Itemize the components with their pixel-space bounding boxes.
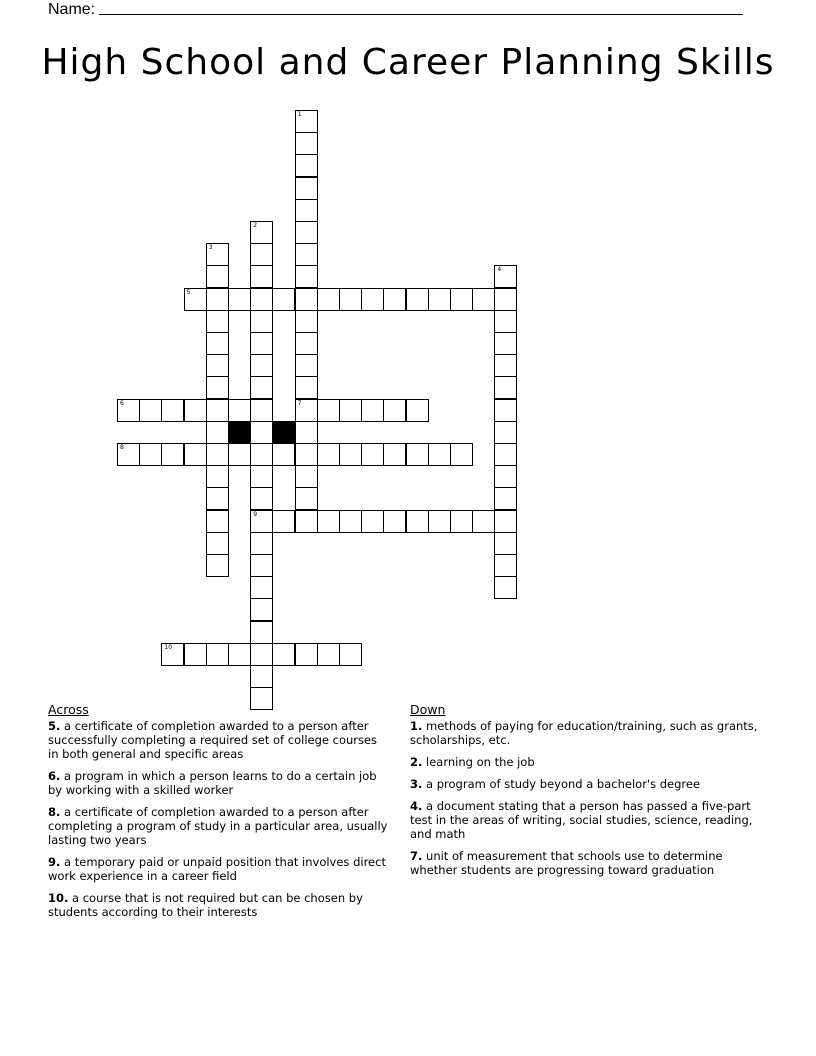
grid-cell[interactable] bbox=[472, 510, 495, 533]
clue-text: a certificate of completion awarded to a person after successfully completing a required set of college courses in both general and specific areas bbox=[48, 719, 378, 761]
grid-cell[interactable] bbox=[250, 376, 273, 399]
grid-cell[interactable] bbox=[361, 399, 384, 422]
grid-cell[interactable] bbox=[339, 399, 362, 422]
grid-cell[interactable] bbox=[206, 243, 229, 266]
clue-text: a program in which a person learns to do a certain job by working with a skilled worker bbox=[48, 769, 377, 797]
grid-cell[interactable] bbox=[250, 399, 273, 422]
grid-cell[interactable] bbox=[161, 643, 184, 666]
across-clues bbox=[48, 703, 388, 927]
grid-cell[interactable] bbox=[339, 443, 362, 466]
grid-cell[interactable] bbox=[494, 332, 517, 355]
grid-cell[interactable] bbox=[295, 465, 318, 488]
grid-cell[interactable] bbox=[206, 354, 229, 377]
grid-cell[interactable] bbox=[184, 643, 207, 666]
clue-number: 1. bbox=[410, 719, 423, 733]
grid-cell[interactable] bbox=[361, 510, 384, 533]
grid-cell[interactable] bbox=[117, 443, 140, 466]
grid-block bbox=[228, 421, 251, 444]
grid-cell[interactable] bbox=[295, 154, 318, 177]
grid-cell[interactable] bbox=[295, 199, 318, 222]
cell-number: 8 bbox=[120, 444, 124, 451]
grid-cell[interactable] bbox=[494, 399, 517, 422]
grid-cell[interactable] bbox=[295, 243, 318, 266]
grid-cell[interactable] bbox=[494, 576, 517, 599]
grid-cell[interactable] bbox=[295, 332, 318, 355]
grid-cell[interactable] bbox=[206, 421, 229, 444]
grid-cell[interactable] bbox=[406, 443, 429, 466]
clue-number: 6. bbox=[48, 769, 61, 783]
grid-cell[interactable] bbox=[272, 288, 295, 311]
clue-number: 10. bbox=[48, 891, 69, 905]
grid-cell[interactable] bbox=[383, 399, 406, 422]
grid-cell[interactable] bbox=[206, 399, 229, 422]
down-clue bbox=[410, 849, 760, 877]
grid-cell[interactable] bbox=[494, 376, 517, 399]
grid-cell[interactable] bbox=[295, 288, 318, 311]
grid-cell[interactable] bbox=[206, 643, 229, 666]
cell-number: 6 bbox=[120, 399, 124, 407]
grid-cell[interactable] bbox=[428, 288, 451, 311]
grid-cell[interactable] bbox=[295, 643, 318, 666]
grid-cell[interactable] bbox=[161, 443, 184, 466]
grid-cell[interactable] bbox=[295, 487, 318, 510]
grid-cell[interactable] bbox=[295, 221, 318, 244]
grid-cell[interactable] bbox=[406, 288, 429, 311]
grid-cell[interactable] bbox=[250, 532, 273, 555]
grid-cell[interactable] bbox=[250, 598, 273, 621]
grid-cell[interactable] bbox=[250, 554, 273, 577]
grid-cell[interactable] bbox=[295, 177, 318, 200]
grid-cell[interactable] bbox=[361, 288, 384, 311]
clue-text: a certificate of completion awarded to a person after completing a program of study in a particular area, usually lasting two years bbox=[48, 805, 388, 847]
grid-cell[interactable] bbox=[272, 443, 295, 466]
across-clue bbox=[48, 805, 388, 847]
grid-cell[interactable] bbox=[206, 310, 229, 333]
grid-cell[interactable] bbox=[250, 643, 273, 666]
down-clue bbox=[410, 799, 760, 841]
across-clue bbox=[48, 891, 388, 919]
name-label: Name: bbox=[48, 1, 96, 18]
grid-cell[interactable] bbox=[494, 288, 517, 311]
grid-cell[interactable] bbox=[272, 510, 295, 533]
grid-cell[interactable] bbox=[206, 376, 229, 399]
grid-cell[interactable] bbox=[206, 465, 229, 488]
grid-cell[interactable] bbox=[472, 288, 495, 311]
grid-cell[interactable] bbox=[161, 399, 184, 422]
grid-cell[interactable] bbox=[228, 443, 251, 466]
grid-cell[interactable] bbox=[206, 510, 229, 533]
grid-cell[interactable] bbox=[361, 443, 384, 466]
grid-cell[interactable] bbox=[250, 443, 273, 466]
down-clues bbox=[410, 703, 760, 885]
grid-cell[interactable] bbox=[494, 465, 517, 488]
grid-cell[interactable] bbox=[383, 288, 406, 311]
grid-cell[interactable] bbox=[295, 132, 318, 155]
grid-cell[interactable] bbox=[184, 288, 207, 311]
grid-cell[interactable] bbox=[295, 376, 318, 399]
grid-cell[interactable] bbox=[295, 421, 318, 444]
grid-cell[interactable] bbox=[295, 110, 318, 133]
puzzle-title: High School and Career Planning Skills bbox=[41, 42, 775, 83]
grid-cell[interactable] bbox=[228, 288, 251, 311]
grid-cell[interactable] bbox=[250, 465, 273, 488]
grid-cell[interactable] bbox=[250, 487, 273, 510]
grid-cell[interactable] bbox=[206, 288, 229, 311]
clue-number: 9. bbox=[48, 855, 61, 869]
grid-cell[interactable] bbox=[295, 310, 318, 333]
grid-cell[interactable] bbox=[250, 332, 273, 355]
grid-cell[interactable] bbox=[206, 332, 229, 355]
grid-cell[interactable] bbox=[494, 532, 517, 555]
grid-cell[interactable] bbox=[139, 443, 162, 466]
grid-cell[interactable] bbox=[494, 354, 517, 377]
cell-number: 4 bbox=[497, 266, 502, 274]
grid-cell[interactable] bbox=[117, 399, 140, 422]
grid-cell[interactable] bbox=[317, 643, 340, 666]
cell-number: 10 bbox=[164, 643, 173, 651]
clue-number: 8. bbox=[48, 805, 61, 819]
cell-number: 7 bbox=[297, 399, 302, 407]
grid-cell[interactable] bbox=[184, 399, 207, 422]
grid-cell[interactable] bbox=[494, 265, 517, 288]
grid-cell[interactable] bbox=[339, 288, 362, 311]
grid-cell[interactable] bbox=[295, 443, 318, 466]
clue-text: methods of paying for education/training, such as grants, scholarships, etc. bbox=[410, 719, 758, 747]
cell-number: 1 bbox=[297, 111, 302, 118]
grid-cell[interactable] bbox=[228, 643, 251, 666]
grid-cell[interactable] bbox=[450, 510, 473, 533]
down-clue bbox=[410, 777, 760, 791]
grid-cell[interactable] bbox=[494, 310, 517, 333]
grid-cell[interactable] bbox=[295, 265, 318, 288]
grid-cell[interactable] bbox=[317, 510, 340, 533]
grid-cell[interactable] bbox=[494, 510, 517, 533]
grid-cell[interactable] bbox=[250, 576, 273, 599]
grid-cell[interactable] bbox=[206, 265, 229, 288]
grid-cell[interactable] bbox=[250, 310, 273, 333]
grid-block bbox=[272, 421, 295, 444]
grid-cell[interactable] bbox=[494, 421, 517, 444]
grid-cell[interactable] bbox=[494, 487, 517, 510]
cell-number: 2 bbox=[253, 222, 258, 229]
grid-cell[interactable] bbox=[250, 665, 273, 688]
clue-text: a course that is not required but can be chosen by students according to their interests bbox=[48, 891, 363, 919]
clue-text: a document stating that a person has passed a five-part test in the areas of writing, social studies, science, reading, and math bbox=[410, 799, 753, 841]
grid-cell[interactable] bbox=[206, 554, 229, 577]
grid-cell[interactable] bbox=[272, 643, 295, 666]
cell-number: 9 bbox=[253, 510, 258, 518]
across-clue bbox=[48, 855, 388, 883]
down-heading: Down bbox=[410, 702, 446, 717]
grid-cell[interactable] bbox=[250, 288, 273, 311]
clue-text: learning on the job bbox=[426, 755, 535, 769]
grid-cell[interactable] bbox=[228, 399, 251, 422]
grid-cell[interactable] bbox=[494, 443, 517, 466]
grid-cell[interactable] bbox=[250, 621, 273, 644]
grid-cell[interactable] bbox=[184, 443, 207, 466]
grid-cell[interactable] bbox=[206, 443, 229, 466]
grid-cell[interactable] bbox=[450, 443, 473, 466]
clue-number: 4. bbox=[410, 799, 423, 813]
grid-cell[interactable] bbox=[139, 399, 162, 422]
down-clue bbox=[410, 719, 760, 747]
grid-cell[interactable] bbox=[206, 532, 229, 555]
grid-cell[interactable] bbox=[295, 510, 318, 533]
grid-cell[interactable] bbox=[250, 243, 273, 266]
grid-cell[interactable] bbox=[317, 399, 340, 422]
grid-cell[interactable] bbox=[295, 354, 318, 377]
grid-cell[interactable] bbox=[250, 265, 273, 288]
grid-cell[interactable] bbox=[406, 510, 429, 533]
grid-cell[interactable] bbox=[250, 510, 273, 533]
grid-cell[interactable] bbox=[383, 510, 406, 533]
across-clue bbox=[48, 769, 388, 797]
grid-cell[interactable] bbox=[383, 443, 406, 466]
clue-text: a temporary paid or unpaid position that involves direct work experience in a career field bbox=[48, 855, 386, 883]
grid-cell[interactable] bbox=[206, 487, 229, 510]
grid-cell[interactable] bbox=[339, 643, 362, 666]
grid-cell[interactable] bbox=[250, 421, 273, 444]
across-heading: Across bbox=[48, 702, 89, 717]
grid-cell[interactable] bbox=[494, 554, 517, 577]
clue-text: unit of measurement that schools use to determine whether students are progressing toward graduation bbox=[410, 849, 723, 877]
across-clue bbox=[48, 719, 388, 761]
clue-number: 5. bbox=[48, 719, 61, 733]
grid-cell[interactable] bbox=[250, 354, 273, 377]
grid-cell[interactable] bbox=[450, 288, 473, 311]
cell-number: 3 bbox=[208, 244, 213, 252]
grid-cell[interactable] bbox=[428, 510, 451, 533]
grid-cell[interactable] bbox=[317, 443, 340, 466]
grid-cell[interactable] bbox=[406, 399, 429, 422]
clue-number: 3. bbox=[410, 777, 423, 791]
clue-number: 2. bbox=[410, 755, 423, 769]
grid-cell[interactable] bbox=[339, 510, 362, 533]
cell-number: 5 bbox=[186, 288, 191, 296]
clue-text: a program of study beyond a bachelor's degree bbox=[426, 777, 701, 791]
grid-cell[interactable] bbox=[295, 399, 318, 422]
grid-cell[interactable] bbox=[250, 221, 273, 244]
down-clue bbox=[410, 755, 760, 769]
grid-cell[interactable] bbox=[317, 288, 340, 311]
grid-cell[interactable] bbox=[428, 443, 451, 466]
clue-number: 7. bbox=[410, 849, 423, 863]
